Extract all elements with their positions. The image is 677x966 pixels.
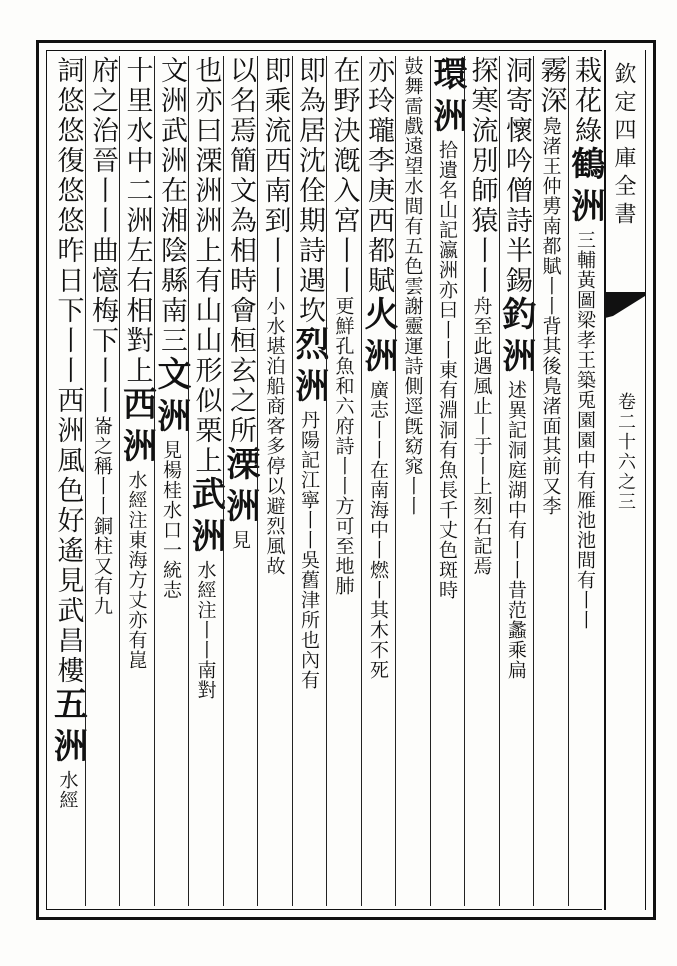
body-text: 探寒流別師猿丨丨 (466, 56, 498, 296)
annotation-text: 鳧渚王仲旉南都賦丨丨背其後鳬渚面其前又李 (539, 116, 562, 516)
body-text: 即乘流西南到丨丨 (259, 56, 291, 296)
body-text: 上 (121, 356, 153, 386)
annotation-text: 更鮮孔魚和六府詩丨丨方可至地肺 (332, 296, 355, 596)
body-text: 栽花綠 (570, 56, 601, 146)
annotation-text: 三輔黃圖梁孝王築兎園園中有雁池池間有丨丨 (574, 230, 596, 630)
column-rule (533, 56, 534, 906)
annotation-text: 見 (160, 440, 182, 460)
text-columns (47, 56, 605, 906)
column-rule (119, 56, 120, 906)
annotation-text: 廣志丨丨在南海中丨燃丨其木不死 (367, 380, 389, 680)
text-column (358, 56, 398, 906)
column-rule (326, 56, 327, 906)
text-column (496, 56, 536, 906)
annotation-text: 崙之稱丨丨銅柱又有九 (91, 416, 113, 616)
entry-heading: 環洲 (427, 56, 467, 140)
book-title: 欽定四庫全書 (611, 62, 636, 230)
column-rule (223, 56, 224, 906)
entry-heading: 火洲 (358, 296, 398, 380)
annotation-text: 見 (229, 530, 251, 550)
column-rule (568, 56, 569, 906)
text-column (85, 56, 120, 906)
text-column (47, 56, 88, 906)
entry-heading: 釣洲 (496, 296, 536, 380)
column-rule (361, 56, 362, 906)
column-rule (395, 56, 396, 906)
body-text: 文洲武洲在湘陰縣南三 (156, 56, 187, 356)
annotation-text: 舟至此遇風止丨于丨上刻石記焉 (470, 296, 493, 576)
column-rule (188, 56, 189, 906)
annotation-text: 鼓舞䨓戲遠望水間有五色雲謝靈運詩側逕旣窈窕丨丨 (401, 56, 424, 516)
entry-heading: 武洲 (185, 476, 226, 560)
text-column (533, 56, 568, 906)
body-text: 詞悠悠復悠悠昨日下丨丨西洲風色好遙見武昌樓 (52, 56, 84, 686)
text-column (289, 56, 329, 906)
body-text: 十里水中二洲左右相對 (121, 56, 153, 356)
annotation-text: 小水堪泊船商客多停以避烈風故 (263, 296, 286, 576)
body-text: 府之治晉丨丨曲憶梅下丨丨 (87, 56, 118, 416)
annotation-text: 述異記洞庭湖中有丨丨昔范蠡乘扁 (505, 380, 527, 680)
body-text: 以名焉簡文為相時會桓玄之所 (225, 56, 256, 446)
text-column (116, 56, 157, 906)
entry-heading: 五洲 (47, 686, 88, 770)
text-column (427, 56, 467, 906)
annotation-text: 水經注東海方丈亦有崑 (125, 470, 148, 670)
column-rule (154, 56, 155, 906)
annotation-text: 拾遺名山記瀛洲亦曰丨丨東有淵洞有魚長千丈色斑時 (436, 140, 458, 600)
column-rule (464, 56, 465, 906)
text-column (395, 56, 430, 906)
body-text: 霧深 (535, 56, 567, 116)
annotation-text: 水經 (56, 770, 79, 810)
column-rule (257, 56, 258, 906)
entry-heading: 烈洲 (289, 326, 329, 410)
body-text: 上 (190, 446, 222, 476)
text-column (151, 56, 191, 906)
text-column (257, 56, 292, 906)
text-column (565, 56, 605, 906)
entry-heading: 溧洲 (220, 446, 260, 530)
entry-heading: 鶴洲 (565, 146, 605, 230)
text-column (220, 56, 260, 906)
column-rule (85, 56, 86, 906)
fishtail-mark-icon (605, 292, 645, 318)
column-rule (499, 56, 500, 906)
column-rule (430, 56, 431, 906)
body-text: 也亦曰溧洲洲上有山山形似栗 (190, 56, 222, 446)
entry-heading: 文洲 (151, 356, 191, 440)
body-text: 在野決漑入宮丨丨 (328, 56, 360, 296)
annotation-text: 楊桂水口一統志 (160, 460, 182, 600)
text-column (185, 56, 226, 906)
entry-heading: 西洲 (116, 386, 157, 470)
annotation-text: 丹陽記江寧丨丨吳舊津所也內有 (298, 410, 320, 690)
column-rule (292, 56, 293, 906)
juan-number: 卷二十六之三 (615, 392, 636, 512)
body-text: 即為居沈佺期詩遇坎 (294, 56, 325, 326)
body-text: 洞寄懷吟僧詩半錫 (501, 56, 532, 296)
body-text: 亦玲瓏李庚西都賦 (363, 56, 394, 296)
annotation-text: 水經注丨丨南對 (194, 560, 217, 700)
text-column (464, 56, 499, 906)
text-column (326, 56, 361, 906)
